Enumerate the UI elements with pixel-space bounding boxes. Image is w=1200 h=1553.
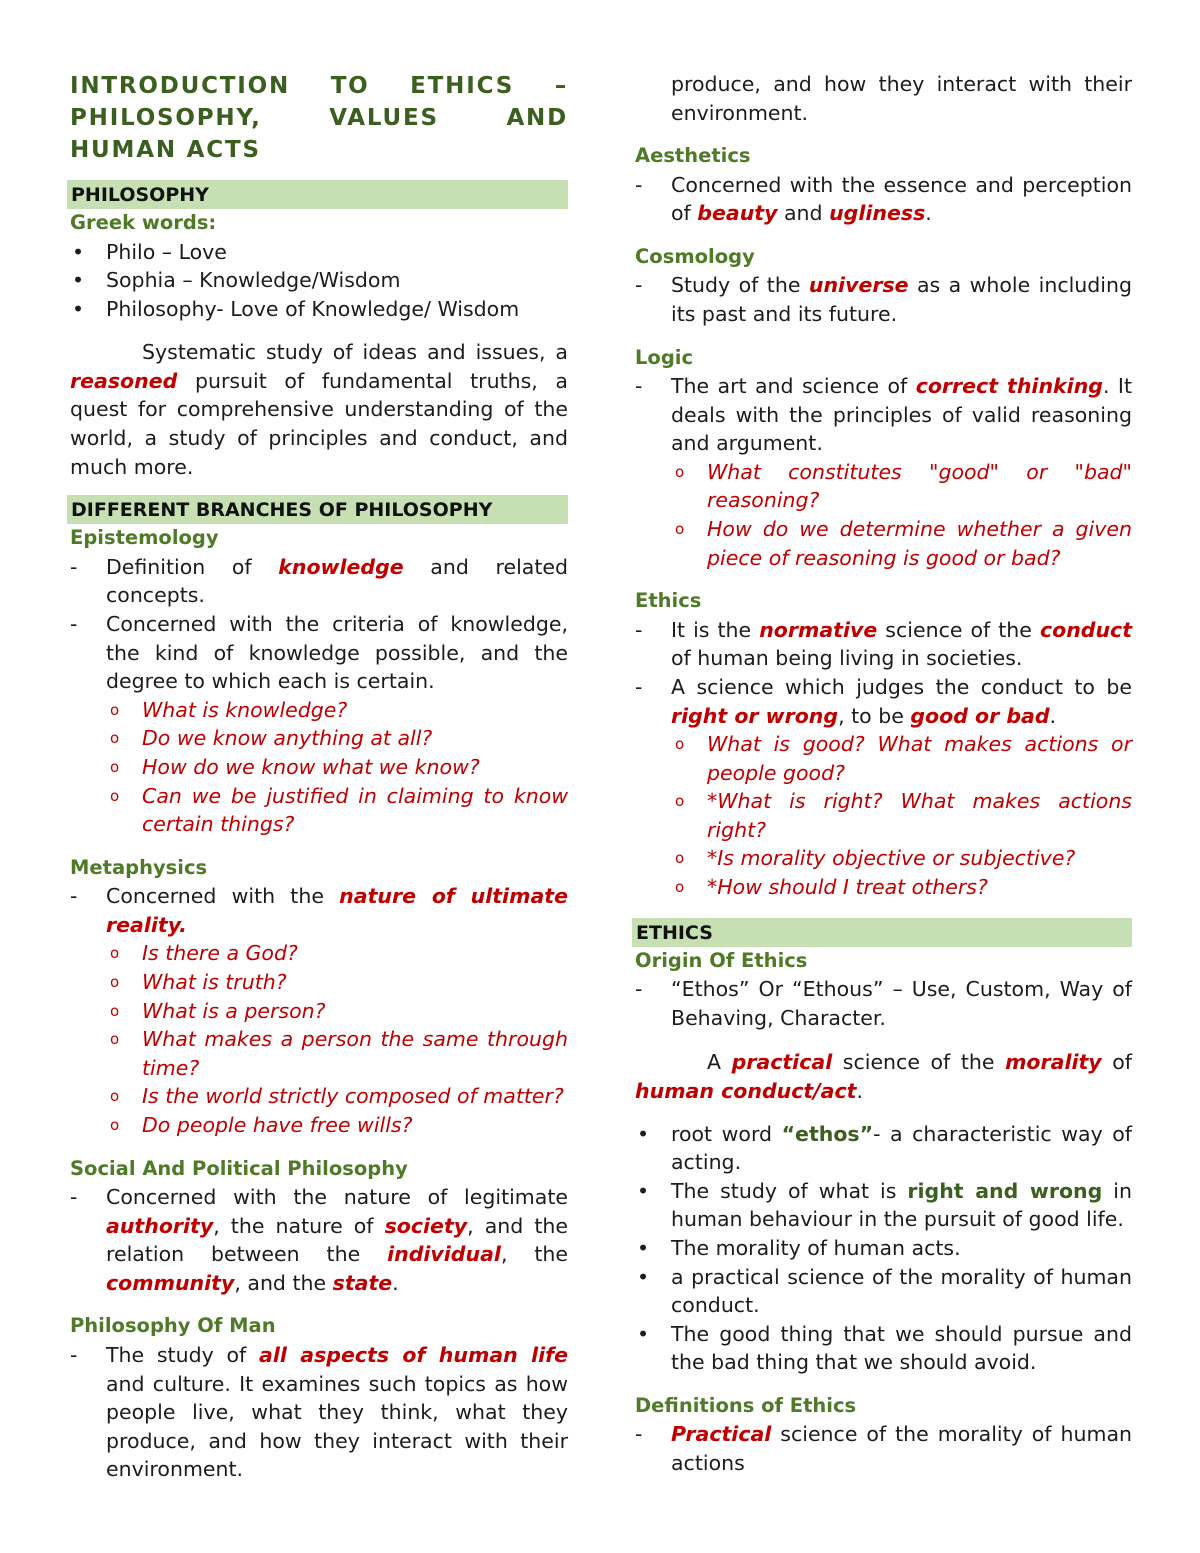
text-run: Definition of [106, 554, 279, 579]
highlight-term: authority [106, 1213, 214, 1238]
text-run: The art and science of [671, 374, 916, 399]
page-title: INTRODUCTION TO ETHICS – PHILOSOPHY, VALUES AND HUMAN ACTS [70, 73, 568, 163]
question-item: o What is knowledge? [70, 696, 568, 725]
text-run: and [777, 201, 830, 226]
section-band-branches: DIFFERENT BRANCHES OF PHILOSOPHY [67, 495, 568, 524]
question-item: o How do we know what we know? [70, 753, 568, 782]
highlight-term: state [332, 1270, 393, 1295]
list-item [635, 616, 1132, 673]
left-column [70, 70, 568, 1482]
list-item [635, 1120, 1132, 1177]
text-run: Concerned with the essence and perception of [671, 172, 1132, 226]
text-run: A science which judges the conduct to be [671, 674, 1132, 699]
heading-definitions-of-ethics: Definitions of Ethics [635, 1393, 857, 1417]
list-item [635, 1420, 1132, 1477]
text-run: science of the [832, 1050, 1006, 1075]
highlight-term: ugliness [829, 201, 926, 226]
heading-logic: Logic [635, 345, 694, 369]
text-run: of human being living in societies. [671, 646, 1023, 671]
text-run: . [925, 201, 932, 226]
text-run: . It deals with the principles of valid reasoning and argument. [671, 374, 1132, 456]
question-item: o What makes a person the same through time? [70, 1025, 568, 1082]
list-item [70, 1183, 568, 1297]
highlight-term: community [106, 1270, 235, 1295]
text-run: Systematic study of ideas and issues, a [142, 340, 568, 365]
question-item: o Is the world strictly composed of matter? [70, 1082, 568, 1111]
list-item [635, 673, 1132, 730]
question-item: o *What is right? What makes actions right? [635, 787, 1132, 844]
list-item [635, 1177, 1132, 1234]
list-item: - “Ethos” Or “Ethous” – Use, Custom, Way of Behaving, Character. [635, 975, 1132, 1032]
ethics-definition [635, 1048, 1132, 1105]
highlight-term: correct thinking [915, 374, 1103, 399]
text-run: and culture. It examines such topics as how people live, what they think, what they produce, and how they interact with their environment. [106, 1371, 568, 1482]
list-item: • The morality of human acts. [635, 1234, 1132, 1263]
highlight-term: morality [1005, 1050, 1102, 1075]
list-item: - Concerned with the criteria of knowledge, the kind of knowledge possible, and the degree to which each is certain. [70, 610, 568, 696]
text-run: Study of the [671, 273, 809, 298]
list-item [635, 372, 1132, 458]
text-run: The study of [106, 1342, 259, 1367]
text-run: A [707, 1050, 732, 1075]
list-item: • a practical science of the morality of human conduct. [635, 1263, 1132, 1320]
text-run: as a whole including its past and its future. [671, 273, 1133, 326]
section-band-philosophy: PHILOSOPHY [67, 180, 568, 209]
text-run: science of the morality of human actions [671, 1422, 1132, 1475]
text-run: Concerned with the [106, 884, 340, 909]
text-run: , to be [838, 703, 911, 728]
text-run: and related concepts. [106, 554, 568, 608]
heading-epistemology: Epistemology [70, 526, 219, 550]
green-term: right and wrong [907, 1178, 1103, 1203]
heading-ethics-branch: Ethics [635, 589, 702, 613]
text-run: . [1049, 703, 1057, 728]
text-run: science of the [877, 617, 1040, 642]
text-run: . [392, 1270, 399, 1295]
list-item [70, 1341, 568, 1482]
highlight-term: knowledge [278, 554, 404, 579]
highlight-term: conduct [1039, 617, 1133, 642]
highlight-term: practical [731, 1050, 833, 1075]
list-item [70, 882, 568, 939]
highlight-term: nature of ultimate reality. [106, 884, 568, 937]
question-item: o Can we be justified in claiming to know certain things? [70, 782, 568, 839]
right-column [635, 70, 1132, 1478]
text-run: , the [500, 1242, 568, 1267]
text-run: root word [671, 1121, 782, 1146]
text-run: It is the [671, 617, 760, 642]
question-item: o Is there a God? [70, 939, 568, 968]
highlight-term: reasoned [70, 368, 178, 393]
question-item: o How do we determine whether a given piece of reasoning is good or bad? [635, 515, 1132, 572]
heading-social-political: Social And Political Philosophy [70, 1156, 408, 1180]
list-item [635, 171, 1132, 228]
text-run: produce, and how they interact with their environment. [671, 72, 1132, 125]
highlight-term: right or wrong [671, 703, 839, 728]
text-run: . [856, 1078, 863, 1103]
highlight-term: all aspects of human life [259, 1342, 568, 1367]
text-run: - a characteristic way of acting. [671, 1121, 1132, 1175]
highlight-term: society [384, 1213, 468, 1238]
section-band-ethics: ETHICS [632, 918, 1132, 947]
heading-aesthetics: Aesthetics [635, 144, 751, 168]
heading-cosmology: Cosmology [635, 244, 755, 268]
question-item: o What is good? What makes actions or people good? [635, 730, 1132, 787]
highlight-term: Practical [671, 1422, 772, 1447]
question-item: o What is a person? [70, 997, 568, 1026]
dash-mask [635, 70, 665, 98]
highlight-term: individual [387, 1242, 501, 1267]
heading-origin-of-ethics: Origin Of Ethics [635, 948, 808, 972]
text-run: pursuit of fundamental truths, a quest for comprehensive understanding of the world, a study of principles and conduct, and much more. [70, 368, 568, 479]
list-item: • Sophia – Knowledge/Wisdom [70, 266, 568, 295]
list-item [70, 553, 568, 610]
text-run: , and the [234, 1270, 333, 1295]
greek-words-label: Greek words: [70, 211, 217, 234]
text-run: , and the relation between the [106, 1213, 568, 1267]
highlight-term: good or bad [910, 703, 1050, 728]
highlight-term: normative [759, 617, 878, 642]
question-item: o What constitutes "good" or "bad" reasoning? [635, 458, 1132, 515]
text-run: in human behaviour in the pursuit of good life. [671, 1178, 1132, 1232]
heading-philosophy-of-man: Philosophy Of Man [70, 1314, 276, 1338]
highlight-term: universe [808, 273, 909, 298]
list-item: • Philosophy- Love of Knowledge/ Wisdom [70, 295, 568, 324]
list-item: • The good thing that we should pursue and the bad thing that we should avoid. [635, 1320, 1132, 1377]
continued-text [635, 70, 1132, 127]
text-run: of [1101, 1050, 1133, 1075]
text-run: The study of what is [671, 1178, 908, 1203]
green-term: “ethos” [781, 1121, 874, 1146]
philosophy-definition [70, 338, 568, 481]
highlight-term: beauty [697, 201, 778, 226]
question-item: o Do we know anything at all? [70, 724, 568, 753]
highlight-term: human conduct/act [635, 1078, 857, 1103]
question-item: o Do people have free wills? [70, 1111, 568, 1140]
list-item: • Philo – Love [70, 238, 568, 267]
list-item [635, 271, 1132, 328]
question-item: o *Is morality objective or subjective? [635, 844, 1132, 873]
heading-metaphysics: Metaphysics [70, 855, 208, 879]
spacer [635, 1106, 1132, 1120]
question-item: o What is truth? [70, 968, 568, 997]
text-run: Concerned with the nature of legitimate [106, 1185, 568, 1210]
question-item: o *How should I treat others? [635, 873, 1132, 902]
text-run: , the nature of [213, 1213, 385, 1238]
